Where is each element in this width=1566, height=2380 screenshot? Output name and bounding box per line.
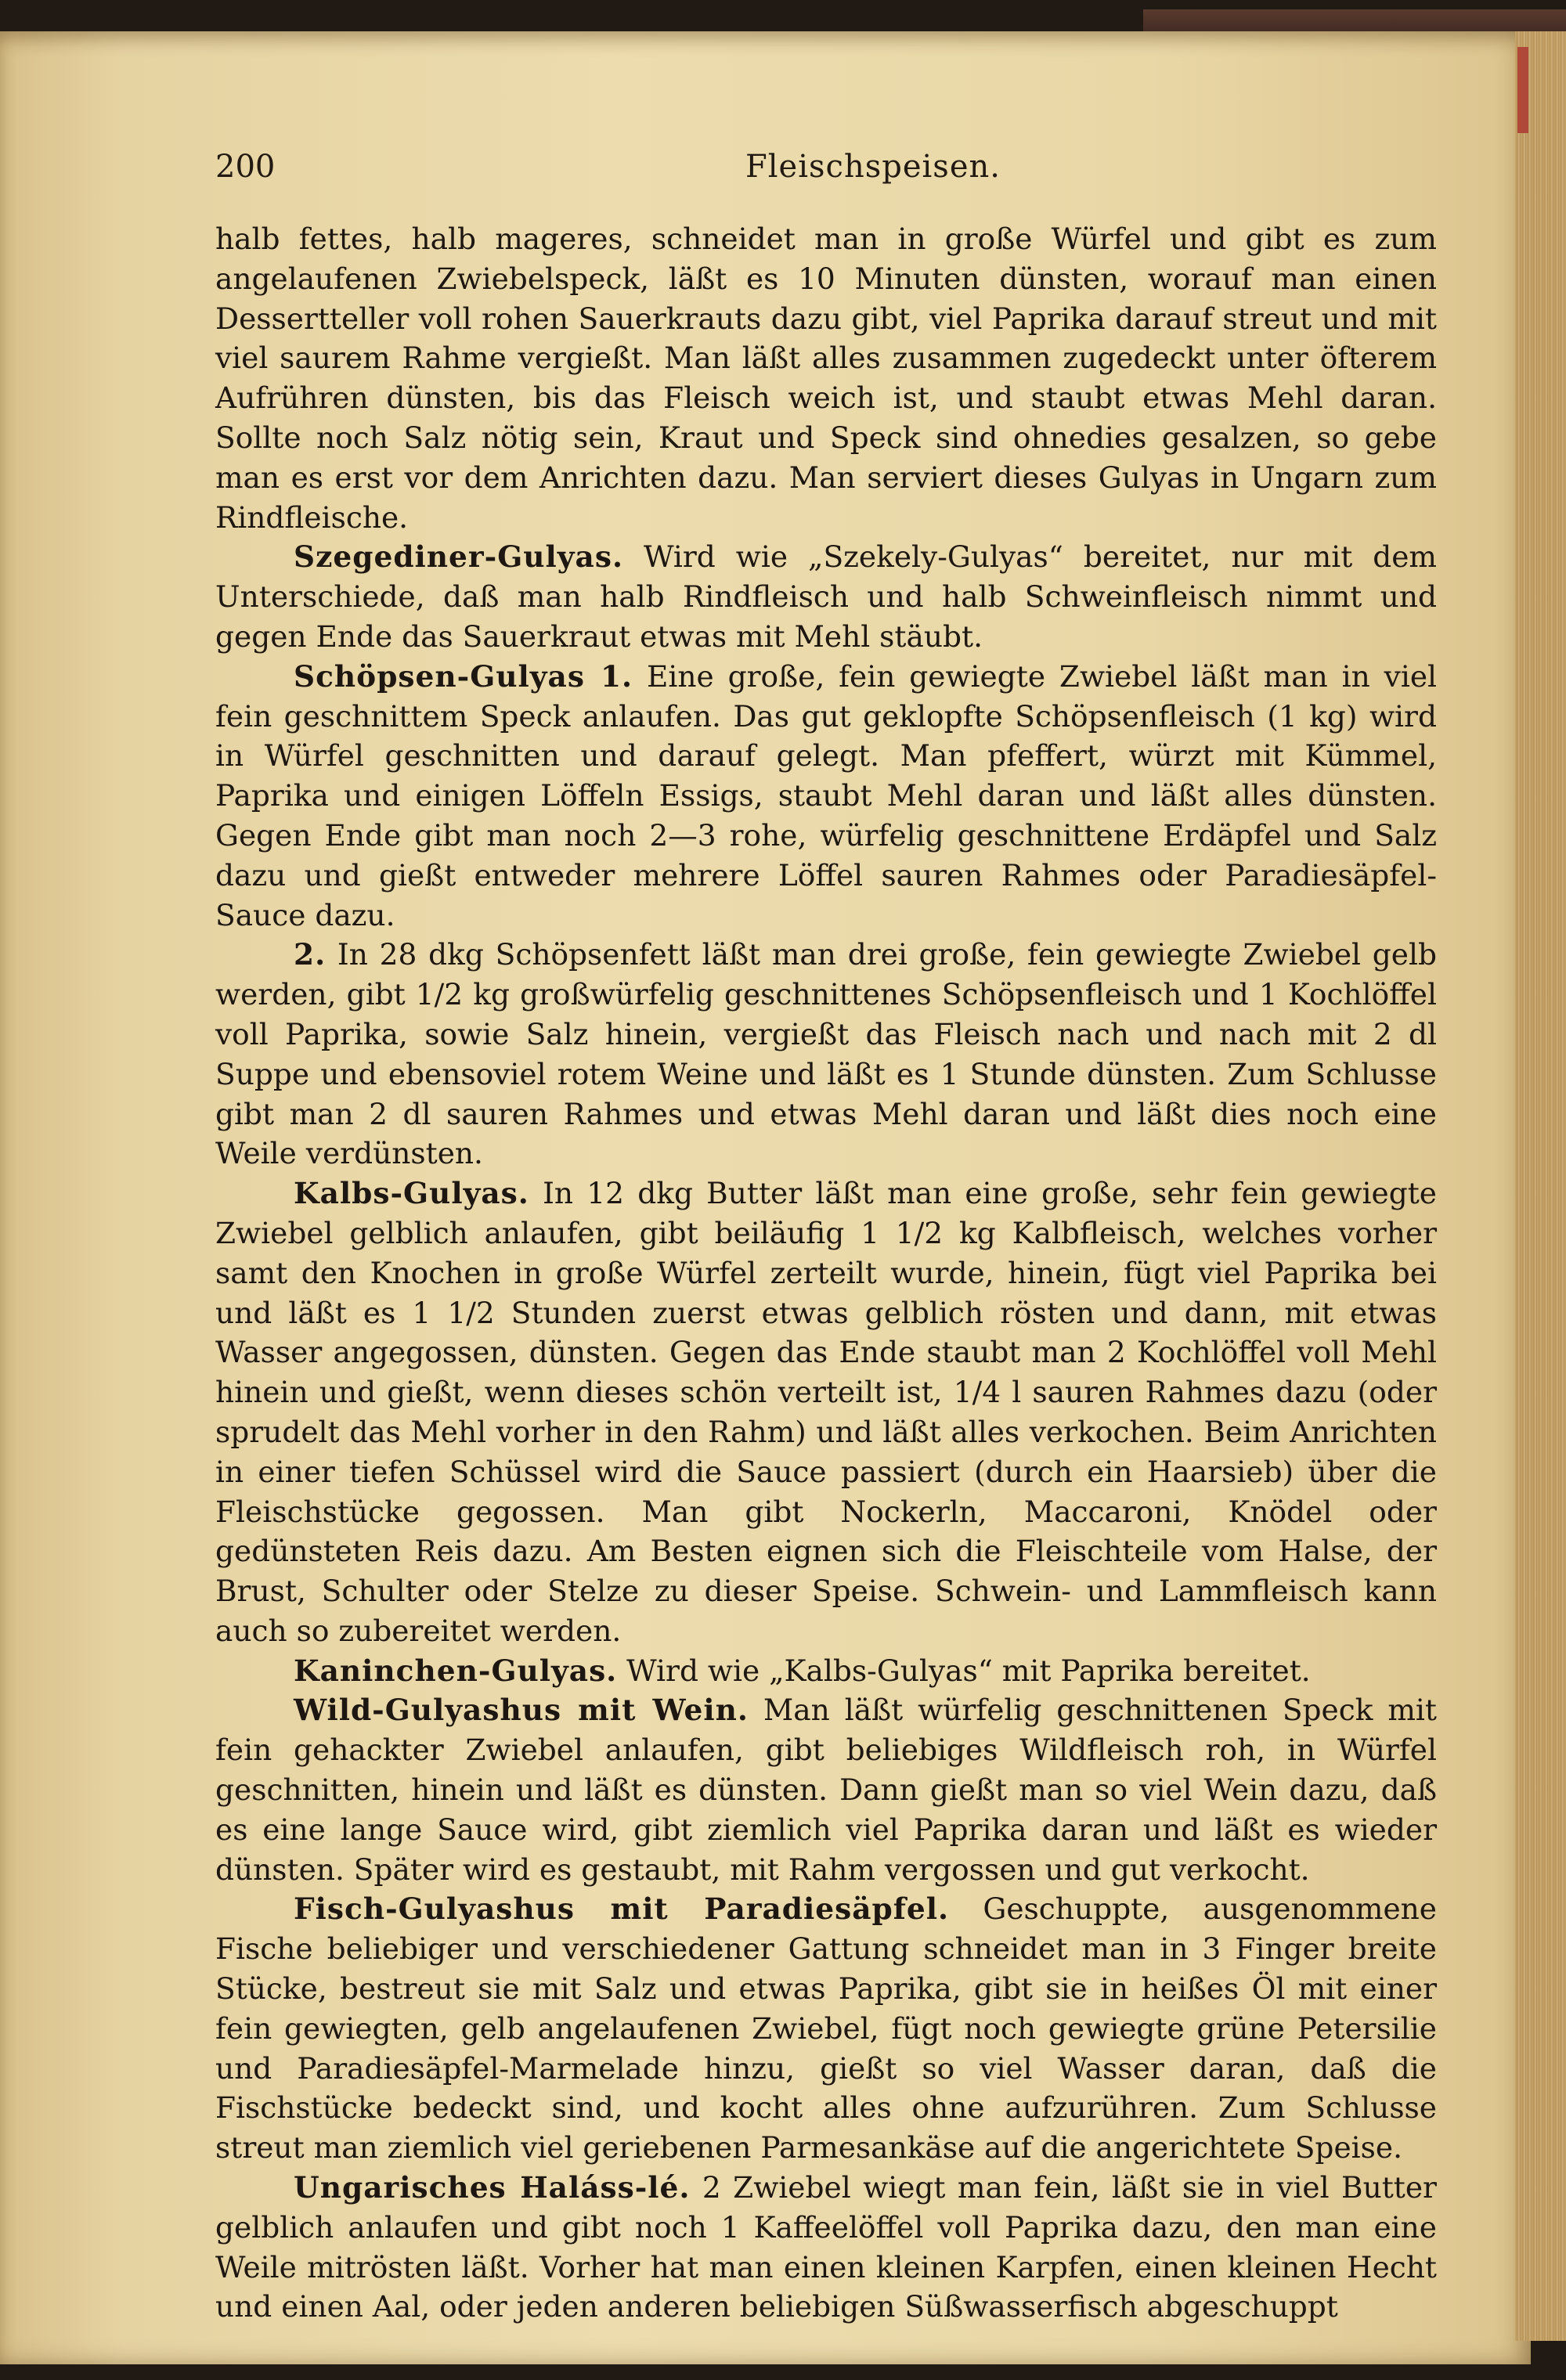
recipe-fisch-gulyashus (215, 1889, 1437, 2168)
recipe-schoepsen-gulyas-2 (215, 935, 1437, 1174)
recipe-text: 2 Zwiebel wiegt man fein, läßt sie in viel Butter gelblich anlaufen und gibt noch 1 Kaffeelöffel voll Paprika dazu, den man eine Weile mitrösten läßt. Vorher hat man einen kleinen Karpfen, einen kleinen Hecht und einen Aal, oder jeden anderen beliebigen Süßwasserfisch abgeschuppt (215, 2170, 1437, 2324)
recipe-heading: 2. (294, 937, 327, 972)
recipe-text: Eine große, fein gewiegte Zwiebel läßt man in viel fein geschnittem Speck anlaufen. Das gut geklopfte Schöpsenfleisch (1 kg) wird in Würfel geschnitten und darauf gelegt. Man pfeffert, würzt mit Kümmel, Paprika und einigen Löffeln Essigs, staubt Mehl daran und läßt alles dünsten. Gegen Ende gibt man noch 2—3 rohe, würfelig geschnittene Erdäpfel und Salz dazu und gießt entweder mehrere Löffel sauren Rahmes oder Paradiesäpfel-Sauce dazu. (215, 658, 1438, 932)
recipe-text: Wird wie „Szekely-Gulyas“ bereitet, nur mit dem Unterschiede, daß man halb Rindfleisch und halb Schweinfleisch nimmt und gegen Ende das Sauerkraut etwas mit Mehl stäubt. (215, 539, 1437, 654)
recipe-text: In 28 dkg Schöpsenfett läßt man drei große, fein gewiegte Zwiebel gelb werden, gibt 1/2 kg großwürfelig geschnittenes Schöpsenfleisch und 1 Kochlöffel voll Paprika, sowie Salz hinein, vergießt das Fleisch nach und nach mit 2 dl Suppe und ebensoviel rotem Weine und läßt es 1 Stunde dünsten. Zum Schlusse gibt man 2 dl sauren Rahmes und etwas Mehl daran und läßt dies noch eine Weile verdünsten. (215, 937, 1437, 1171)
page-number: 200 (215, 149, 276, 185)
recipe-heading: Kalbs-Gulyas. (294, 1176, 529, 1211)
running-title: Fleischspeisen. (745, 149, 1001, 185)
recipe-kaninchen-gulyas (215, 1651, 1437, 1691)
recipe-heading: Wild-Gulyashus mit Wein. (294, 1693, 749, 1728)
recipe-text: In 12 dkg Butter läßt man eine große, sehr fein gewiegte Zwiebel gelblich anlaufen, gibt beiläufig 1 1/2 kg Kalbfleisch, welches vorher samt den Knochen in große Würfel zerteilt wurde, hinein, fügt viel Paprika bei und läßt es 1 1/2 Stunden zuerst etwas gelblich rösten und dann, mit etwas Wasser angegossen, dünsten. Gegen das Ende staubt man 2 Kochlöffel voll Mehl hinein und gießt, wenn dieses schön verteilt ist, 1/4 l sauren Rahmes dazu (oder sprudelt das Mehl vorher in den Rahm) und läßt alles verkochen. Beim Anrichten in einer tiefen Schüssel wird die Sauce passiert (durch ein Haarsieb) über die Fleischstücke gegossen. Man gibt Nockerln, Maccaroni, Knödel oder gedünsteten Reis dazu. Am Besten eignen sich die Fleischteile vom Halse, der Brust, Schulter oder Stelze zu dieser Speise. Schwein- und Lammfleisch kann auch so zubereitet werden. (215, 1176, 1437, 1648)
recipe-heading: Fisch-Gulyashus mit Paradiesäpfel. (294, 1891, 950, 1927)
recipe-ungarisches-halasz-le (215, 2168, 1437, 2327)
recipe-text: Man läßt würfelig geschnittenen Speck mit fein gehackter Zwiebel anlaufen, gibt beliebiges Wildfleisch roh, in Würfel geschnitten, hinein und läßt es dünsten. Dann gießt man so viel Wein dazu, daß es eine lange Sauce wird, gibt ziemlich viel Paprika daran und läßt es wieder dünsten. Später wird es gestaubt, mit Rahm vergossen und gut verkocht. (215, 1693, 1437, 1887)
recipe-text: Wird wie „Kalbs-Gulyas“ mit Paprika bereitet. (626, 1653, 1311, 1688)
recipe-szegediner-gulyas (215, 537, 1437, 656)
recipe-heading: Kaninchen-Gulyas. (294, 1653, 618, 1688)
page-header (215, 149, 1484, 196)
recipe-schoepsen-gulyas-1 (215, 657, 1437, 936)
recipe-kalbs-gulyas (215, 1174, 1437, 1651)
recipe-heading: Szegediner-Gulyas. (294, 539, 624, 575)
paragraph-continuation (215, 219, 1437, 537)
paragraph-text: halb fettes, halb mageres, schneidet man in große Würfel und gibt es zum angelaufenen Zwiebelspeck, läßt es 10 Minuten dünsten, worauf man einen Dessertteller voll rohen Sauerkrauts dazu gibt, viel Paprika darauf streut und mit viel saurem Rahme vergießt. Man läßt alles zusammen zugedeckt unter öfterem Aufrühren dünsten, bis das Fleisch weich ist, und staubt etwas Mehl daran. Sollte noch Salz nötig sein, Kraut und Speck sind ohnedies gesalzen, so gebe man es erst vor dem Anrichten dazu. Man serviert dieses Gulyas in Ungarn zum Rindfleische. (215, 222, 1437, 535)
page-edges (1515, 31, 1566, 2341)
recipe-text: Geschuppte, ausgenommene Fische beliebiger und verschiedener Gattung schneidet man in 3 Finger breite Stücke, bestreut sie mit Salz und etwas Paprika, gibt sie in heißes Öl mit einer fein gewiegten, gelb angelaufenen Zwiebel, fügt noch gewiegte grüne Petersilie und Paradiesäpfel-Marmelade hinzu, gießt so viel Wasser daran, daß die Fischstücke bedeckt sind, und kocht alles ohne aufzurühren. Zum Schlusse streut man ziemlich viel geriebenen Parmesankäse auf die angerichtete Speise. (215, 1891, 1437, 2165)
recipe-heading: Schöpsen-Gulyas 1. (294, 658, 633, 694)
body-text (215, 219, 1437, 2327)
recipe-wild-gulyashus (215, 1690, 1437, 1889)
bookmark-ribbon (1517, 47, 1528, 133)
recipe-heading: Ungarisches Haláss-lé. (294, 2170, 691, 2205)
